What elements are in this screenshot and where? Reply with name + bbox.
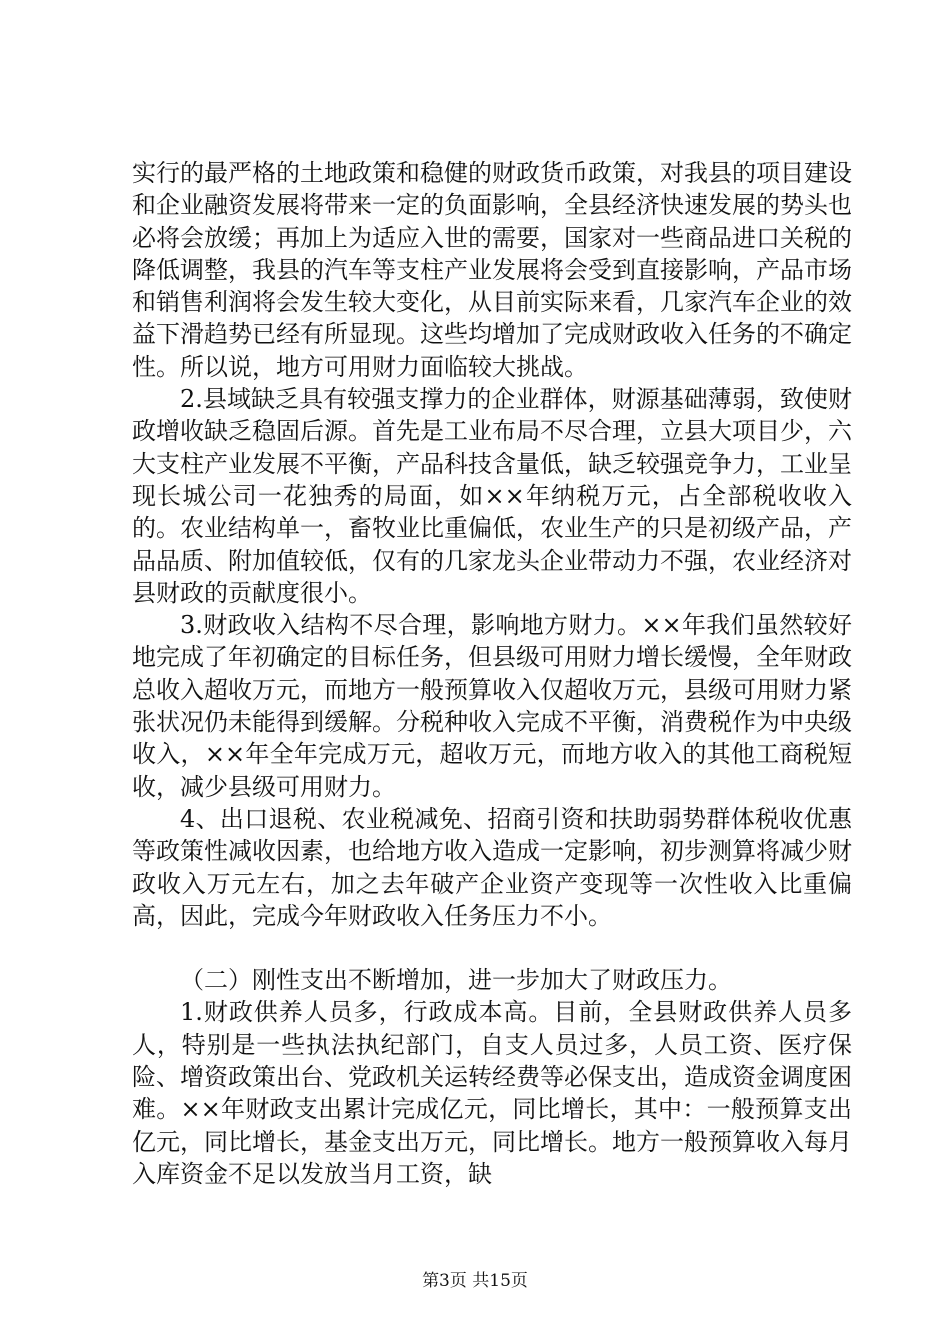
paragraph-continued: 实行的最严格的土地政策和稳健的财政货币政策，对我县的项目建设和企业融资发展将带来一定的负面影响，全县经济快速发展的势头也必将会放缓；再加上为适应入世的需要，国家对一些商品进口关税的降低调整，我县的汽车等支柱产业发展将会受到直接影响，产品市场和销售利润将会发生较大变化，从目前实际来看，几家汽车企业的效益下滑趋势已经有所显现。这些均增加了完成财政收入任务的不确定性。所以说，地方可用财力面临较大挑战。 [132,159,852,381]
paragraph-item-4: 4、出口退税、农业税减免、招商引资和扶助弱势群体税收优惠等政策性减收因素，也给地方收入造成一定影响，初步测算将减少财政收入万元左右，加之去年破产企业资产变现等一次性收入比重偏高，因此，完成今年财政收入任务压力不小。 [132,804,852,930]
paragraph-item-3: 3.财政收入结构不尽合理，影响地方财力。××年我们虽然较好地完成了年初确定的目标任务，但县级可用财力增长缓慢，全年财政总收入超收万元，而地方一般预算收入仅超收万元，县级可用财力紧张状况仍未能得到缓解。分税种收入完成不平衡，消费税作为中央级收入，××年全年完成万元，超收万元，而地方收入的其他工商税短收，减少县级可用财力。 [132,611,852,801]
section-spacer [132,932,852,964]
paragraph-section-item-1: 1.财政供养人员多，行政成本高。目前，全县财政供养人员多人，特别是一些执法执纪部门，自支人员过多，人员工资、医疗保险、增资政策出台、党政机关运转经费等必保支出，造成资金调度困难。××年财政支出累计完成亿元，同比增长，其中：一般预算支出亿元，同比增长，基金支出万元，同比增长。地方一般预算收入每月入库资金不足以发放当月工资，缺 [132,998,852,1188]
document-body [132,157,852,1190]
section-heading: （二）刚性支出不断增加，进一步加大了财政压力。 [180,966,732,995]
page-number-footer: 第3页 共15页 [422,1271,528,1291]
paragraph-item-2: 2.县域缺乏具有较强支撑力的企业群体，财源基础薄弱，致使财政增收缺乏稳固后源。首先是工业布局不尽合理，立县大项目少，六大支柱产业发展不平衡，产品科技含量低，缺乏较强竞争力，工业呈现长城公司一花独秀的局面，如××年纳税万元，占全部税收收入的。农业结构单一，畜牧业比重偏低，农业生产的只是初级产品，产品品质、附加值较低，仅有的几家龙头企业带动力不强，农业经济对县财政的贡献度很小。 [132,385,852,607]
